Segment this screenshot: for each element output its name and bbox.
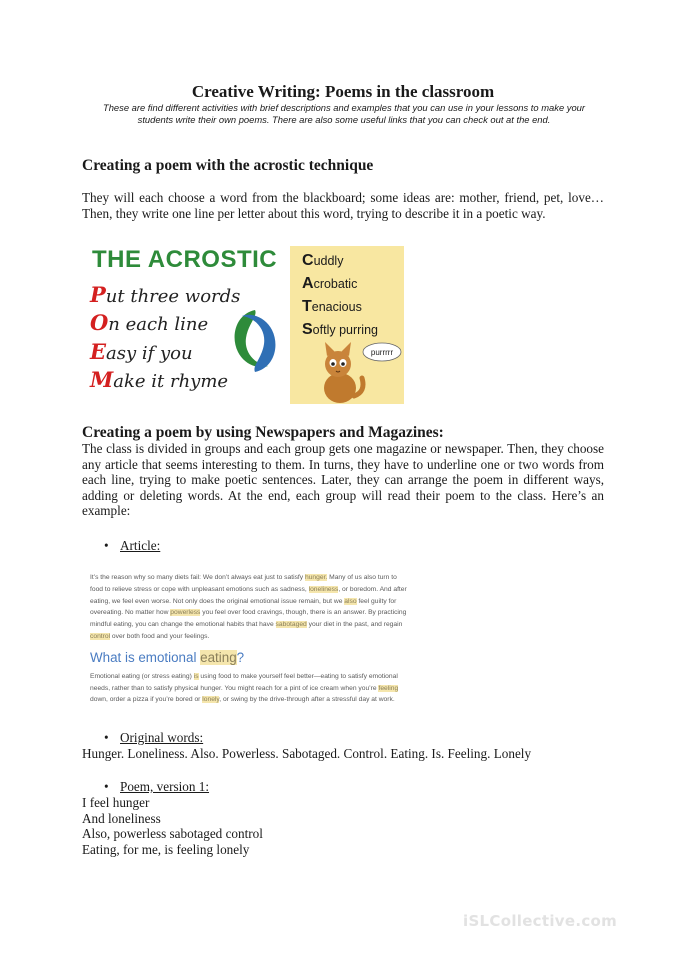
article-heading: [90, 650, 460, 665]
cat-rest: oftly purring: [312, 323, 378, 337]
article-line: [90, 596, 460, 608]
article-text: food to relieve stress or cope with unpleasant emotions such as sadness,: [90, 585, 309, 593]
article-line: [90, 683, 460, 695]
highlighted-word: control: [90, 632, 111, 640]
article-paragraph: [90, 671, 460, 706]
poem: [82, 795, 263, 858]
cat-cap: C: [302, 252, 314, 269]
page-subtitle: [88, 102, 600, 125]
cat-rest: crobatic: [313, 277, 358, 291]
article-text: over both food and your feelings.: [110, 632, 210, 640]
article-line: [90, 619, 460, 631]
cat-line: [302, 298, 362, 316]
acrostic-cap: M: [90, 367, 114, 392]
article-line: [90, 584, 460, 596]
highlighted-word: also: [344, 597, 357, 605]
acrostic-rest: asy if you: [106, 343, 193, 364]
article-heading-text: What is emotional: [90, 649, 201, 665]
watermark: iSLCollective.com: [463, 912, 618, 930]
acrostic-line: [90, 339, 193, 364]
article-line: [90, 607, 460, 619]
article-heading-text: ?: [236, 649, 245, 665]
cat-rest: uddly: [313, 254, 344, 268]
bullet-original-words: [104, 730, 203, 746]
section-heading-acrostic: Creating a poem with the acrostic technique: [82, 157, 374, 174]
article-line: [90, 671, 460, 683]
acrostic-line: [90, 367, 228, 392]
poem-line: And loneliness: [82, 810, 161, 826]
article-text: eating, we feel even worse. Not only does the original emotional issue remain, but we: [90, 597, 345, 605]
highlighted-word: is: [193, 672, 199, 680]
bullet-icon: •: [104, 779, 109, 794]
article-line: [90, 572, 460, 584]
cat-cap: T: [302, 298, 312, 315]
subtitle-line: students write their own poems. There are also some useful links that you can check out at the end.: [137, 113, 551, 125]
poem-line: I feel hunger: [82, 795, 150, 810]
acrostic-rest: ut three words: [105, 286, 241, 307]
bullet-poem: [104, 779, 209, 795]
poem-line: Also, powerless sabotaged control: [82, 826, 263, 842]
article-text: , or swing by the drive-through after a stressful day at work.: [219, 696, 395, 704]
article-paragraph: [90, 572, 460, 643]
acrostic-line: [90, 282, 240, 307]
article-line: [90, 631, 460, 643]
article-line: [90, 694, 460, 706]
cat-cap: S: [302, 321, 313, 338]
article-heading-highlight: eating: [200, 649, 237, 665]
acrostic-rest: ake it rhyme: [113, 371, 229, 392]
article-text: down, order a pizza if you’re bored or: [90, 696, 203, 704]
article-text: overeating. No matter how: [90, 609, 171, 617]
section-body-acrostic: They will each choose a word from the blackboard; some ideas are: mother, friend, pet, love… Then, they write one line per letter about this word, trying to describe it in a poetic way.: [82, 190, 604, 221]
cat-line: [302, 321, 378, 339]
article-text: needs, rather than to satisfy physical hunger. You might reach for a pint of ice cream when you’re: [90, 684, 379, 692]
article-text: you feel over food cravings, though, there is an answer. By practicing: [200, 609, 407, 617]
highlighted-word: sabotaged: [275, 621, 307, 629]
highlighted-word: hunger.: [304, 574, 328, 581]
acrostic-title: THE ACROSTIC: [92, 246, 278, 273]
cat-acrostic-image: [290, 246, 404, 404]
section-body-newspapers: The class is divided in groups and each group gets one magazine or newspaper. Then, they choose any article that seems interesting to them. In turns, they have to underline one or two words from each line, trying to make poetic sentences. Later, they can arrange the poem in different ways, adding or deleting words. At the end, each group will read their poem to the class. Here’s an example:: [82, 441, 604, 519]
acrostic-cap: P: [90, 282, 106, 307]
acrostic-line: [90, 310, 208, 335]
article-text: Many of us also turn to: [327, 574, 397, 581]
bullet-label: Article:: [120, 538, 161, 553]
highlighted-word: lonely: [202, 696, 220, 704]
article-text: It’s the reason why so many diets fail: We don’t always eat just to satisfy: [90, 574, 305, 581]
acrostic-image: [88, 246, 278, 402]
subtitle-line: These are find different activities with brief descriptions and examples that you can use in your lessons to make your: [102, 102, 586, 113]
page-title: Creative Writing: Poems in the classroom: [191, 82, 495, 101]
highlighted-word: loneliness: [308, 585, 339, 593]
acrostic-rest: n each line: [108, 314, 209, 335]
highlighted-word: powerless: [170, 609, 201, 617]
cat-line: [302, 275, 357, 293]
original-words-list: Hunger. Loneliness. Also. Powerless. Sabotaged. Control. Eating. Is. Feeling. Lonely: [82, 746, 532, 761]
bullet-label: Poem, version 1:: [120, 779, 210, 794]
article-text: your diet in the past, and regain: [306, 621, 403, 629]
acrostic-cap: E: [90, 339, 107, 364]
article-text: mindful eating, you can change the emotional habits that have: [90, 621, 276, 629]
article-text: Emotional eating (or stress eating): [90, 672, 194, 680]
cat-speech-bubble: purrrrr: [370, 348, 394, 357]
bullet-label: Original words:: [120, 730, 204, 745]
cat-rest: enacious: [311, 300, 362, 314]
cat-line: [302, 252, 343, 270]
article-text: , or boredom. And after: [338, 585, 407, 593]
highlighted-word: feeling: [378, 684, 399, 692]
cat-cap: A: [302, 275, 314, 292]
bullet-icon: •: [104, 730, 109, 745]
article-clipping: [90, 572, 460, 706]
article-text: feel guilty for: [356, 597, 397, 605]
bullet-article: [104, 538, 160, 554]
bullet-icon: •: [104, 538, 109, 553]
poem-line: Eating, for me, is feeling lonely: [82, 842, 250, 858]
section-heading-newspapers: Creating a poem by using Newspapers and Magazines:: [82, 424, 444, 441]
swirl-logo-icon: [228, 306, 282, 376]
article-text: using food to make yourself feel better—eating to satisfy emotional: [198, 672, 398, 680]
cat-icon: [312, 338, 402, 404]
acrostic-cap: O: [90, 310, 109, 335]
